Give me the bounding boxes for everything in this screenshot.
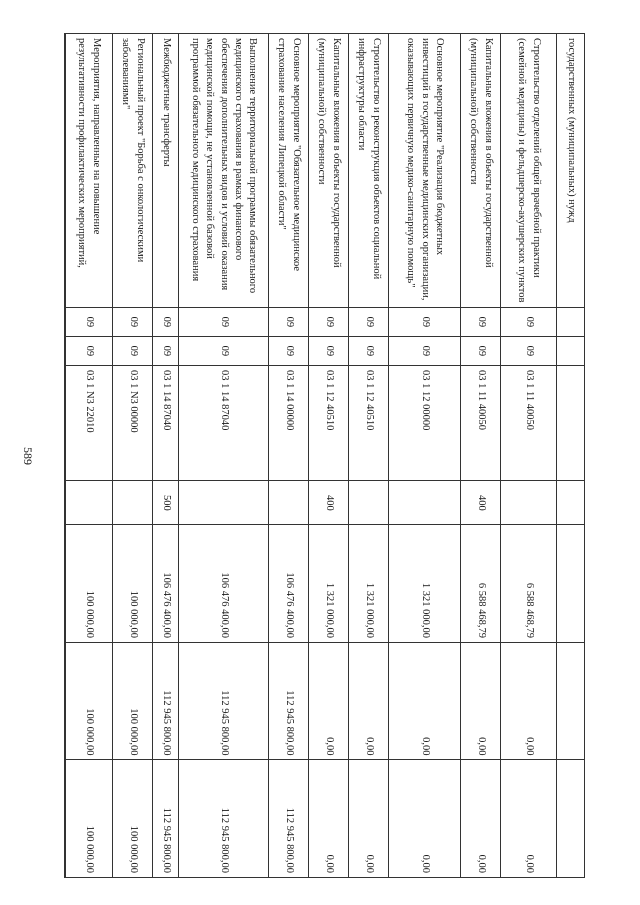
expense-type-cell [557, 481, 585, 525]
amount-year2-cell: 0,00 [389, 642, 461, 759]
expense-type-cell [501, 481, 557, 525]
section-code-cell: 09 [65, 307, 113, 336]
amount-year2-cell: 0,00 [349, 642, 389, 759]
expense-type-cell: 400 [461, 481, 501, 525]
budget-table-body [65, 34, 585, 878]
amount-year3-cell [557, 760, 585, 878]
row-name-cell: государственных (муниципальных) нужд [557, 34, 585, 308]
amount-year2-cell: 0,00 [309, 642, 349, 759]
table-row [349, 34, 389, 878]
expense-type-cell [349, 481, 389, 525]
section-code-cell: 09 [349, 307, 389, 336]
section-code-cell: 09 [389, 307, 461, 336]
table-row [557, 34, 585, 878]
amount-year3-cell: 100 000,00 [113, 760, 153, 878]
table-row [269, 34, 309, 878]
page-number-text: 589 [21, 447, 35, 465]
budget-table-rotated [65, 33, 585, 878]
row-name-cell: Мероприятия, направленные на повышение результативности профилактических мероприятий, [65, 34, 113, 308]
expense-type-cell [179, 481, 269, 525]
section-code-cell: 09 [153, 307, 179, 336]
budget-table [64, 33, 585, 878]
subsection-code-cell: 09 [501, 336, 557, 365]
amount-year3-cell: 0,00 [461, 760, 501, 878]
amount-year2-cell: 0,00 [461, 642, 501, 759]
row-name-cell: Межбюджетные трансферты [153, 34, 179, 308]
amount-year1-cell: 1 321 000,00 [309, 525, 349, 642]
amount-year3-cell: 112 945 800,00 [153, 760, 179, 878]
amount-year1-cell: 6 588 468,79 [501, 525, 557, 642]
section-code-cell: 09 [309, 307, 349, 336]
row-name-cell: Основное мероприятие "Обязательное медицинское страхование населения Липецкой области" [269, 34, 309, 308]
amount-year1-cell: 6 588 468,79 [461, 525, 501, 642]
section-code-cell: 09 [113, 307, 153, 336]
row-name-cell: Капитальные вложения в объекты государственной (муниципальной) собственности [309, 34, 349, 308]
target-article-cell: 03 1 N3 22010 [65, 365, 113, 480]
amount-year2-cell: 112 945 800,00 [269, 642, 309, 759]
table-row [153, 34, 179, 878]
table-row [389, 34, 461, 878]
subsection-code-cell: 09 [153, 336, 179, 365]
target-article-cell: 03 1 12 00000 [389, 365, 461, 480]
section-code-cell: 09 [179, 307, 269, 336]
target-article-cell: 03 1 N3 00000 [113, 365, 153, 480]
subsection-code-cell: 09 [389, 336, 461, 365]
amount-year2-cell: 112 945 800,00 [153, 642, 179, 759]
amount-year1-cell: 100 000,00 [65, 525, 113, 642]
amount-year1-cell: 1 321 000,00 [389, 525, 461, 642]
row-name-cell: Региональный проект "Борьба с онкологическими заболеваниями" [113, 34, 153, 308]
target-article-cell [557, 365, 585, 480]
amount-year3-cell: 0,00 [309, 760, 349, 878]
subsection-code-cell: 09 [65, 336, 113, 365]
table-row [65, 34, 113, 878]
target-article-cell: 03 1 14 00000 [269, 365, 309, 480]
subsection-code-cell: 09 [309, 336, 349, 365]
table-row [113, 34, 153, 878]
amount-year1-cell [557, 525, 585, 642]
expense-type-cell [389, 481, 461, 525]
amount-year3-cell: 0,00 [349, 760, 389, 878]
table-row [461, 34, 501, 878]
expense-type-cell [269, 481, 309, 525]
subsection-code-cell: 09 [461, 336, 501, 365]
section-code-cell: 09 [269, 307, 309, 336]
row-name-cell: Основное мероприятие "Реализация бюджетных инвестиций в государственные медицинских организации, оказывающих первичную медико-санитарную помощь" [389, 34, 461, 308]
section-code-cell: 09 [461, 307, 501, 336]
amount-year1-cell: 106 476 400,00 [269, 525, 309, 642]
expense-type-cell: 500 [153, 481, 179, 525]
row-name-cell: Капитальные вложения в объекты государственной (муниципальной) собственности [461, 34, 501, 308]
table-row [179, 34, 269, 878]
subsection-code-cell: 09 [269, 336, 309, 365]
amount-year2-cell: 112 945 800,00 [179, 642, 269, 759]
target-article-cell: 03 1 14 87040 [153, 365, 179, 480]
amount-year3-cell: 100 000,00 [65, 760, 113, 878]
row-name-cell: Строительство и реконструкция объектов социальной инфраструктуры области [349, 34, 389, 308]
row-name-cell: Строительство отделений общей врачебной практики (семейной медицины) и фельдшерско-акушерских пунктов [501, 34, 557, 308]
amount-year1-cell: 106 476 400,00 [179, 525, 269, 642]
amount-year1-cell: 1 321 000,00 [349, 525, 389, 642]
expense-type-cell [65, 481, 113, 525]
section-code-cell: 09 [501, 307, 557, 336]
amount-year2-cell: 0,00 [501, 642, 557, 759]
target-article-cell: 03 1 12 40510 [309, 365, 349, 480]
amount-year3-cell: 112 945 800,00 [269, 760, 309, 878]
section-code-cell [557, 307, 585, 336]
row-name-cell: Выполнение территориальной программы обязательного медицинского страхования в рамках финансового обеспечения дополнительных видов и условий оказания медицинской помощи, не установленной базовой программой обязательного медицинского страхования [179, 34, 269, 308]
target-article-cell: 03 1 14 87040 [179, 365, 269, 480]
target-article-cell: 03 1 11 40050 [461, 365, 501, 480]
target-article-cell: 03 1 11 40050 [501, 365, 557, 480]
subsection-code-cell: 09 [349, 336, 389, 365]
amount-year2-cell: 100 000,00 [65, 642, 113, 759]
amount-year3-cell: 112 945 800,00 [179, 760, 269, 878]
subsection-code-cell: 09 [113, 336, 153, 365]
subsection-code-cell [557, 336, 585, 365]
amount-year3-cell: 0,00 [389, 760, 461, 878]
expense-type-cell [113, 481, 153, 525]
amount-year1-cell: 106 476 400,00 [153, 525, 179, 642]
target-article-cell: 03 1 12 40510 [349, 365, 389, 480]
amount-year2-cell [557, 642, 585, 759]
amount-year1-cell: 100 000,00 [113, 525, 153, 642]
subsection-code-cell: 09 [179, 336, 269, 365]
table-row [309, 34, 349, 878]
amount-year2-cell: 100 000,00 [113, 642, 153, 759]
expense-type-cell: 400 [309, 481, 349, 525]
table-row [501, 34, 557, 878]
amount-year3-cell: 0,00 [501, 760, 557, 878]
